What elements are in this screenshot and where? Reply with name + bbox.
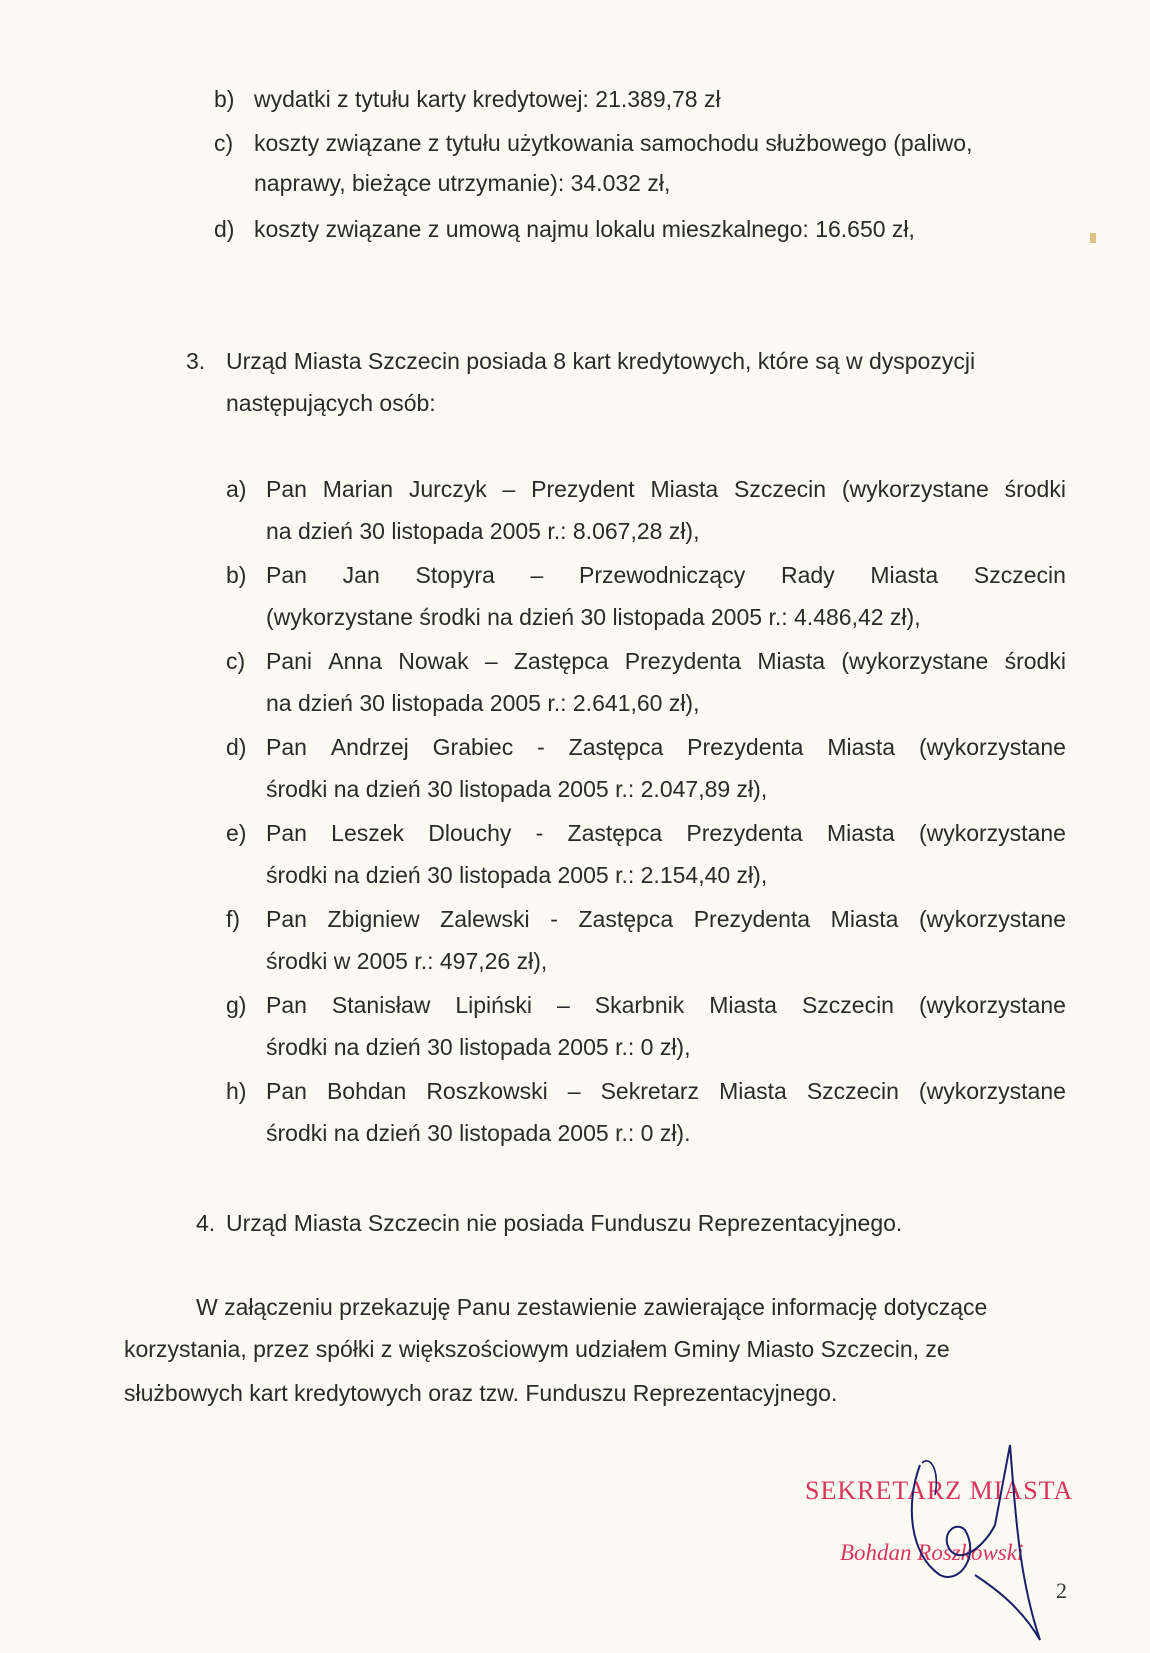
holder-word: –: [530, 562, 544, 588]
holder-word: Jan: [342, 562, 380, 588]
section-4-text: Urząd Miasta Szczecin nie posiada Funduszu Reprezentacyjnego.: [226, 1210, 903, 1236]
holder-line-2: na dzień 30 listopada 2005 r.: 8.067,28 zł),: [266, 518, 700, 544]
holder-word: Zalewski: [440, 906, 530, 932]
cost-item-label: d): [214, 216, 235, 242]
holder-word: Zbigniew: [327, 906, 420, 932]
holder-word: Miasta: [827, 734, 896, 760]
holder-word: Nowak: [398, 648, 469, 674]
holder-word: Anna: [328, 648, 383, 674]
holder-word: (wykorzystane: [841, 648, 989, 674]
closing-line-3: służbowych kart kredytowych oraz tzw. Funduszu Reprezentacyjnego.: [124, 1380, 838, 1406]
holder-label: a): [226, 476, 247, 502]
holder-word: Zastępca: [568, 734, 664, 760]
section-4: [196, 1210, 902, 1237]
stamp-title: SEKRETARZ MIASTA: [805, 1476, 1074, 1505]
holder-word: Szczecin: [806, 1078, 899, 1104]
holder-word: –: [484, 648, 498, 674]
scan-mark: [1090, 233, 1096, 243]
holder-word: Miasta: [870, 562, 939, 588]
holder-word: Zastępca: [513, 648, 609, 674]
holder-word: Pani: [266, 648, 313, 674]
handwritten-signature: [900, 1425, 1050, 1645]
holder-word: Miasta: [826, 820, 895, 846]
holder-label: d): [226, 734, 247, 760]
holder-word: –: [567, 1078, 581, 1104]
holder-word: Szczecin: [801, 992, 894, 1018]
holder-word: Miasta: [650, 476, 719, 502]
holder-line-2: środki na dzień 30 listopada 2005 r.: 2.154,40 zł),: [266, 862, 768, 888]
holder-line-1: [266, 564, 1066, 587]
holder-line-1: [266, 994, 1066, 1017]
holder-word: środki: [1004, 476, 1066, 502]
holder-word: Marian: [322, 476, 394, 502]
holder-word: Pan: [266, 992, 307, 1018]
holder-word: Prezydenta: [687, 734, 804, 760]
holder-word: (wykorzystane: [918, 1078, 1066, 1104]
holder-word: Prezydenta: [693, 906, 811, 932]
holder-word: Pan: [266, 820, 307, 846]
holder-word: Zastępca: [567, 820, 663, 846]
holder-word: Miasta: [719, 1078, 787, 1104]
page-number: 2: [1056, 1578, 1067, 1603]
holder-word: Pan: [266, 734, 307, 760]
holder-word: Miasta: [830, 906, 899, 932]
section-number: 3.: [186, 348, 206, 374]
holder-line-1: [266, 650, 1066, 673]
holder-line-2: środki na dzień 30 listopada 2005 r.: 0 zł).: [266, 1120, 691, 1146]
holder-word: Roszkowski: [426, 1078, 548, 1104]
holder-word: Zastępca: [578, 906, 674, 932]
holder-word: Stopyra: [415, 562, 495, 588]
holder-word: (wykorzystane: [918, 992, 1066, 1018]
holder-word: Grabiec: [432, 734, 514, 760]
holder-word: Pan: [266, 906, 307, 932]
holder-label: b): [226, 562, 247, 588]
holder-line-1: [266, 1080, 1066, 1103]
holder-line-2: środki na dzień 30 listopada 2005 r.: 0 zł),: [266, 1034, 691, 1060]
holder-word: –: [557, 992, 570, 1018]
holder-word: Rady: [780, 562, 835, 588]
holder-label: g): [226, 992, 247, 1018]
holder-word: Jurczyk: [408, 476, 487, 502]
closing-line-2: korzystania, przez spółki z większościowym udziałem Gminy Miasto Szczecin, ze: [124, 1336, 950, 1362]
holder-label: h): [226, 1078, 247, 1104]
cost-item-label: c): [214, 130, 234, 156]
closing-line-1: W załączeniu przekazuję Panu zestawienie zawierające informację dotyczące: [196, 1294, 988, 1320]
holder-line-2: środki na dzień 30 listopada 2005 r.: 2.047,89 zł),: [266, 776, 768, 802]
section-3-line-1: Urząd Miasta Szczecin posiada 8 kart kredytowych, które są w dyspozycji: [226, 348, 976, 374]
section-number: 4.: [196, 1210, 216, 1236]
holder-word: –: [502, 476, 516, 502]
holder-line-2: środki w 2005 r.: 497,26 zł),: [266, 948, 548, 974]
holder-word: -: [537, 734, 545, 760]
holder-word: Miasta: [709, 992, 777, 1018]
holder-word: Szczecin: [734, 476, 827, 502]
cost-item-c: [214, 130, 972, 157]
holder-word: -: [550, 906, 558, 932]
holder-word: Andrzej: [330, 734, 409, 760]
holder-word: (wykorzystane: [918, 734, 1066, 760]
cost-item-b: [214, 86, 721, 113]
holder-word: Miasta: [757, 648, 826, 674]
cost-item-text: koszty związane z umową najmu lokalu mieszkalnego: 16.650 zł,: [254, 216, 915, 242]
holder-word: Sekretarz: [600, 1078, 700, 1104]
holder-line-1: [266, 822, 1066, 845]
section-3-heading: [186, 348, 975, 375]
cost-item-label: b): [214, 86, 235, 112]
holder-word: Prezydenta: [686, 820, 803, 846]
holder-line-2: (wykorzystane środki na dzień 30 listopada 2005 r.: 4.486,42 zł),: [266, 604, 921, 630]
holder-word: (wykorzystane: [919, 906, 1066, 932]
holder-label: f): [226, 906, 241, 932]
holder-word: Przewodniczący: [579, 562, 746, 588]
holder-word: Lipiński: [455, 992, 533, 1018]
stamp-name: Bohdan Roszkowski: [840, 1540, 1024, 1565]
holder-word: Szczecin: [973, 562, 1066, 588]
holder-word: (wykorzystane: [841, 476, 989, 502]
holder-word: (wykorzystane: [918, 820, 1066, 846]
holder-label: e): [226, 820, 247, 846]
cost-item-text: koszty związane z tytułu użytkowania samochodu służbowego (paliwo,: [254, 130, 973, 156]
cost-item-continuation: naprawy, bieżące utrzymanie): 34.032 zł,: [254, 170, 671, 196]
holder-word: Leszek: [331, 820, 405, 846]
holder-word: Stanisław: [331, 992, 431, 1018]
holder-line-1: [266, 908, 1066, 931]
holder-word: -: [535, 820, 544, 846]
holder-word: Skarbnik: [594, 992, 685, 1018]
holder-word: Dlouchy: [428, 820, 512, 846]
holder-word: Prezydenta: [624, 648, 742, 674]
holder-word: Bohdan: [326, 1078, 407, 1104]
holder-word: Pan: [266, 476, 307, 502]
holder-label: c): [226, 648, 246, 674]
holder-word: środki: [1004, 648, 1066, 674]
holder-line-1: [266, 478, 1066, 501]
cost-item-d: [214, 216, 915, 243]
cost-item-text: wydatki z tytułu karty kredytowej: 21.389,78 zł: [254, 86, 721, 112]
holder-word: Pan: [266, 1078, 307, 1104]
holder-word: Pan: [266, 562, 307, 588]
section-3-line-2: następujących osób:: [226, 390, 436, 416]
holder-line-1: [266, 736, 1066, 759]
holder-word: Prezydent: [531, 476, 635, 502]
holder-line-2: na dzień 30 listopada 2005 r.: 2.641,60 zł),: [266, 690, 700, 716]
